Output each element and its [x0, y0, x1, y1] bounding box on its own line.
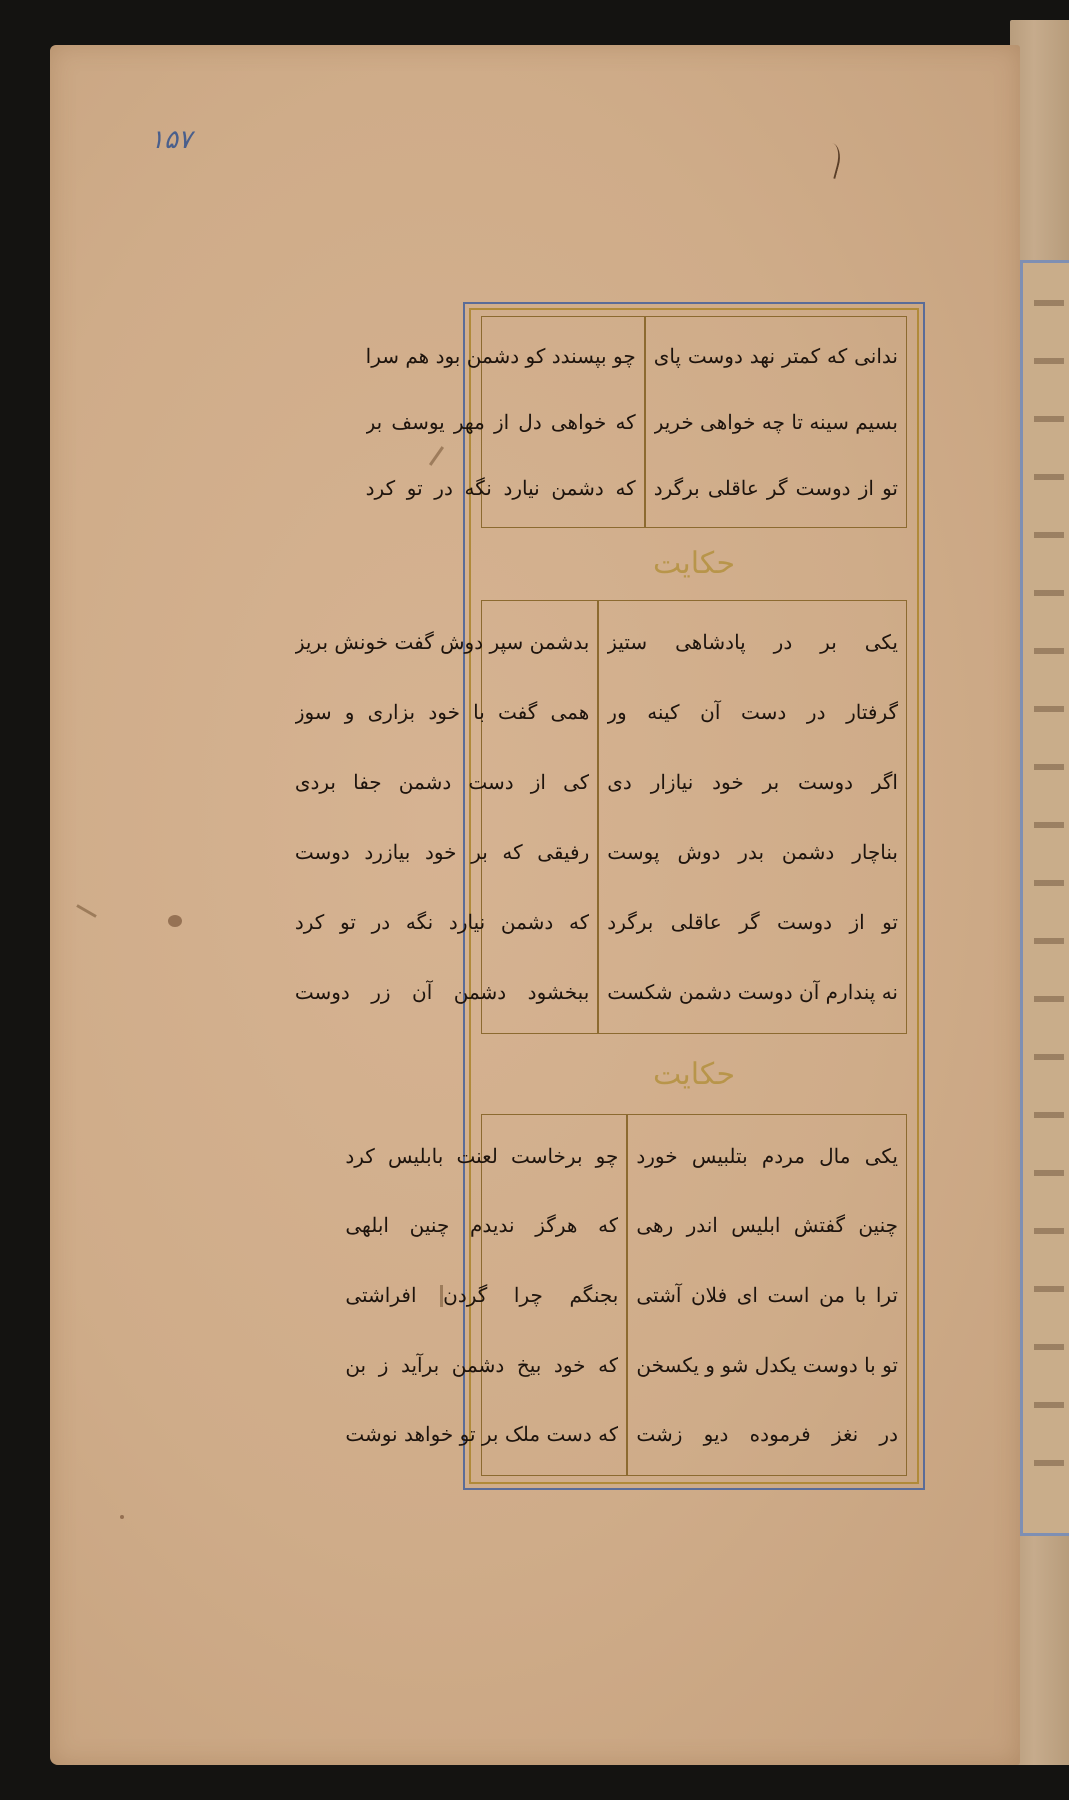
verse-line: چو بپسندد کو دشمن بود هم سرا	[365, 344, 636, 368]
section-heading: حکایت	[652, 1056, 736, 1092]
verse-line: که خود بیخ دشمن برآید ز بن	[345, 1352, 619, 1377]
text-frame-inner	[294, 308, 919, 1484]
manuscript-page	[50, 45, 1020, 1765]
text-frame	[294, 302, 925, 1490]
verse-block-2	[294, 600, 907, 1034]
verse-line: تو از دوست گر عاقلی برگرد	[607, 910, 898, 934]
verse-line: بدشمن سپر دوش گفت خونش بریز	[294, 630, 590, 654]
verse-line: یکی بر در پادشاهی ستیز	[607, 630, 898, 654]
verse-column-right	[628, 1115, 906, 1475]
verse-column-right	[646, 317, 906, 527]
verse-line: ببخشود دشمن آن زر دوست	[294, 980, 590, 1004]
verse-line: بسیم سینه تا چه خواهی خریر	[653, 410, 898, 434]
stain-spot	[120, 1515, 124, 1519]
verse-line: ندانی که کمتر نهد دوست پای	[653, 344, 898, 368]
verse-line: که هرگز ندیدم چنین ابلهی	[345, 1213, 619, 1238]
verse-line: رفیقی که بر خود بیازرد دوست	[294, 840, 590, 864]
verse-line: که دشمن نیارد نگه در تو کرد	[365, 476, 636, 500]
adjacent-page-text	[1034, 300, 1064, 1480]
verse-line: ترا با من است ای فلان آشتی	[636, 1282, 898, 1307]
section-heading-band	[481, 1036, 907, 1112]
section-heading: حکایت	[652, 545, 736, 581]
verse-column-left	[287, 601, 597, 1033]
verse-column-left	[358, 317, 644, 527]
verse-line: گرفتار در دست آن کینه ور	[607, 700, 898, 724]
verse-line: تو با دوست یکدل شو و یکسخن	[636, 1352, 898, 1377]
verse-line: تو از دوست گر عاقلی برگرد	[653, 476, 898, 500]
verse-column-right	[599, 601, 906, 1033]
ink-mark	[816, 141, 844, 179]
verse-line: که خواهی دل از مهر یوسف بر	[365, 410, 636, 434]
verse-line: اگر دوست بر خود نیازار دی	[607, 770, 898, 794]
stain-spot	[168, 915, 182, 927]
section-heading-band	[481, 528, 907, 598]
verse-line: نه پندارم آن دوست دشمن شکست	[607, 980, 898, 1004]
verse-line: بناچار دشمن بدر دوش پوست	[607, 840, 898, 864]
verse-line: همی گفت با خود بزاری و سوز	[294, 700, 590, 724]
verse-line: که دشمن نیارد نگه در تو کرد	[294, 910, 590, 934]
verse-line: چو برخاست لعنت بابلیس کرد	[345, 1143, 619, 1168]
verse-column-left	[337, 1115, 626, 1475]
verse-line: کی از دست دشمن جفا بردی	[294, 770, 590, 794]
ink-mark	[76, 904, 97, 918]
verse-line: بجنگم چرا گردن افراشتی	[345, 1282, 619, 1307]
verse-line: در نغز فرموده دیو زشت	[636, 1422, 898, 1447]
verse-line: چنین گفتش ابلیس اندر رهی	[636, 1213, 898, 1238]
folio-number: ۱۵۷	[150, 125, 192, 155]
verse-block-1	[365, 316, 907, 528]
verse-line: یکی مال مردم بتلبیس خورد	[636, 1143, 898, 1168]
verse-line: که دست ملک بر تو خواهد نوشت	[345, 1422, 619, 1447]
verse-block-3	[345, 1114, 907, 1476]
